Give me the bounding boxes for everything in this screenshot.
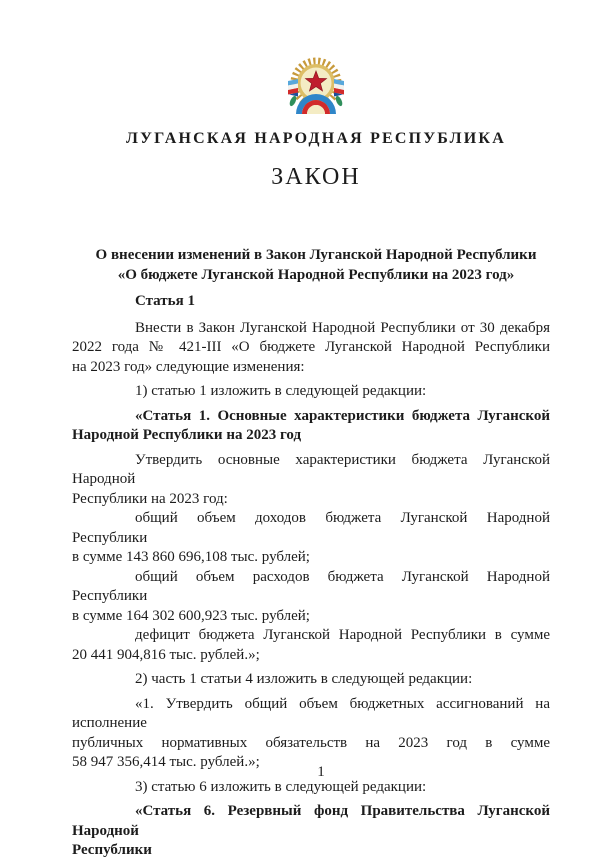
article-1-heading: Статья 1 — [135, 293, 195, 309]
text-line: «Статья 6. Резервный фонд Правительства Луганской Народной — [72, 803, 550, 839]
text-line: в сумме 164 302 600,923 тыс. рублей; — [72, 607, 310, 624]
text-line: 2) часть 1 статьи 4 изложить в следующей редакции: — [135, 671, 473, 687]
article-6-new-heading — [72, 802, 550, 861]
text-line: общий объем расходов бюджета Луганской Народной Республики — [72, 568, 550, 604]
document-title-line: О внесении изменений в Закон Луганской Народной Республики — [95, 247, 537, 263]
right-laurel-leaf — [334, 95, 343, 107]
text-line: 20 441 904,816 тыс. рублей.»; — [72, 646, 260, 663]
text-line: 3) статью 6 изложить в следующей редакции: — [135, 778, 427, 795]
text-line: «Статья 1. Основные характеристики бюджета Луганской — [135, 407, 550, 424]
deficit-clause — [72, 626, 550, 665]
text-line: дефицит бюджета Луганской Народной Республики в сумме — [135, 627, 550, 643]
approve-characteristics — [72, 451, 550, 510]
expenditures-clause — [72, 568, 550, 627]
item-2 — [72, 670, 550, 690]
document-title — [82, 246, 550, 285]
coat-of-arms — [288, 57, 344, 117]
text-line: Внести в Закон Луганской Народной Республики от 30 декабря — [135, 319, 550, 336]
text-line: 1) статью 1 изложить в следующей редакции: — [135, 383, 427, 399]
article-1-new-heading — [72, 407, 550, 446]
text-line: в сумме 143 860 696,108 тыс. рублей; — [72, 549, 310, 565]
republic-name: ЛУГАНСКАЯ НАРОДНАЯ РЕСПУБЛИКА — [126, 130, 506, 147]
page-number: 1 — [317, 764, 325, 780]
text-line: на 2023 год» следующие изменения: — [72, 358, 305, 375]
text-line: Республики на 2023 год: — [72, 490, 228, 507]
document-header — [82, 57, 550, 192]
text-line: Республики — [72, 842, 152, 858]
item-1 — [72, 382, 550, 402]
text-line: 2022 года № 421-III «О бюджете Луганской Народной Республики — [72, 339, 550, 355]
text-line: публичных нормативных обязательств на 2023 год в сумме — [72, 734, 550, 751]
document-type-title: ЗАКОН — [271, 164, 361, 190]
appropriations-clause — [72, 695, 550, 773]
text-line: Народной Республики на 2023 год — [72, 427, 302, 443]
document-title-line: «О бюджете Луганской Народной Республики на 2023 год» — [117, 266, 515, 283]
left-laurel-leaf — [288, 95, 297, 107]
intro-paragraph — [72, 319, 550, 378]
revenues-clause — [72, 509, 550, 568]
text-line: общий объем доходов бюджета Луганской Народной Республики — [72, 510, 550, 546]
text-line: 58 947 356,414 тыс. рублей.»; — [72, 754, 260, 770]
text-line: Утвердить основные характеристики бюджета Луганской Народной — [72, 451, 550, 487]
text-line: «1. Утвердить общий объем бюджетных ассигнований на исполнение — [72, 695, 550, 731]
